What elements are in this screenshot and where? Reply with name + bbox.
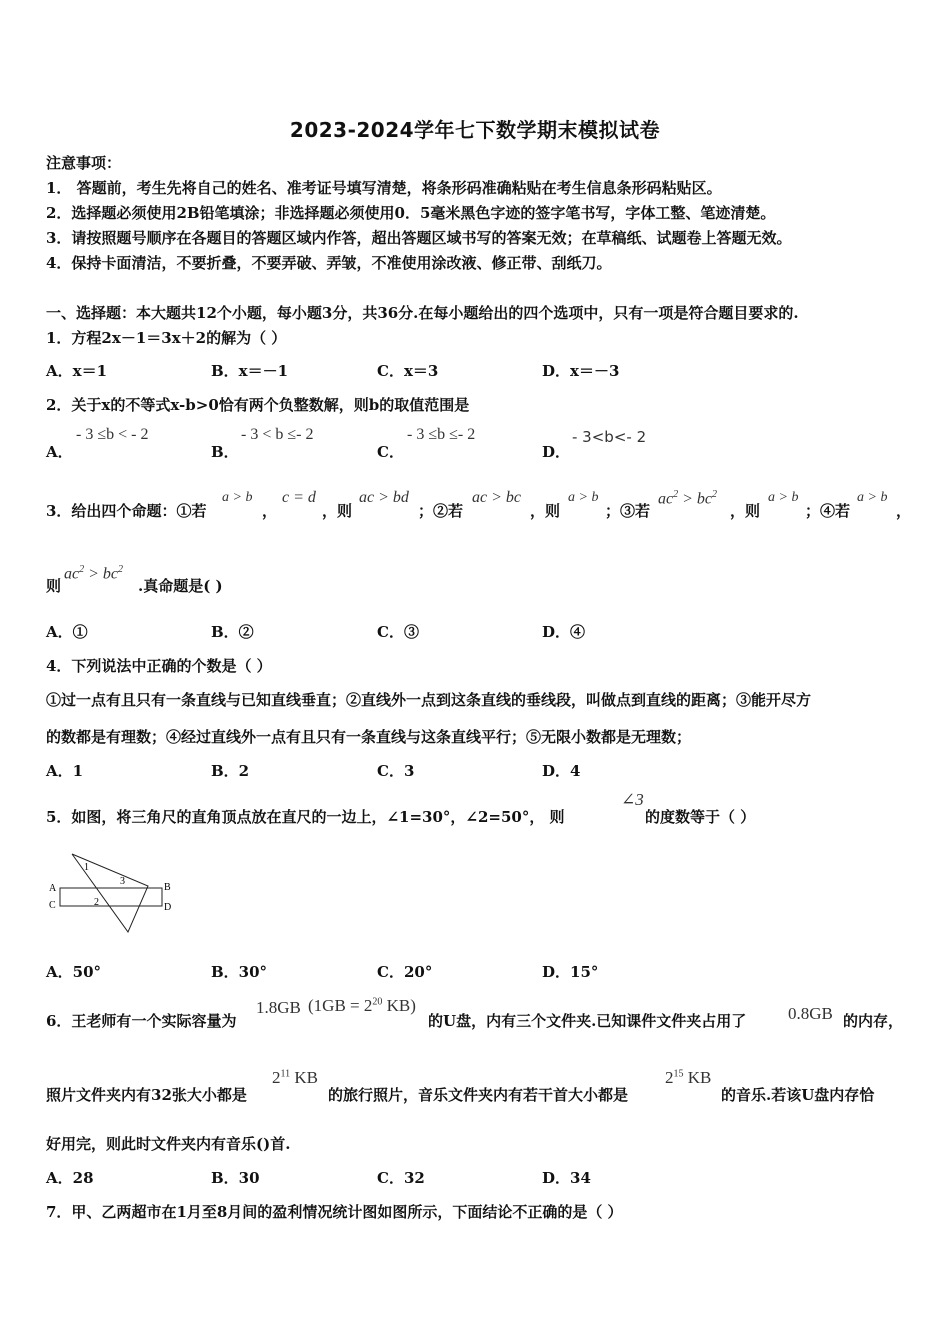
q3-text: ， <box>262 502 278 520</box>
q3-text: ；②若 <box>418 502 464 520</box>
question-7-stem: 7．甲、乙两超市在1月至8月间的盈利情况统计图如图所示，下面结论不正确的是（ ） <box>46 1203 623 1221</box>
q2-option-c: - 3 ≤b ≤- 2 <box>407 426 476 443</box>
q3-math: a > b <box>768 490 799 505</box>
angle-label-1: 1 <box>84 862 89 873</box>
q6-option-b: B．30 <box>211 1169 260 1187</box>
q3-text: ， <box>896 502 912 520</box>
notice-item: 2．选择题必须使用2B铅笔填涂；非选择题必须使用0．5毫米黑色字迹的签字笔书写，字体工整、笔迹清楚。 <box>46 204 776 222</box>
q3-math: a > b <box>568 490 599 505</box>
q4-option-b: B．2 <box>211 762 250 780</box>
q5-text: 的度数等于（ ） <box>645 808 756 826</box>
q6-text: 好用完，则此时文件夹内有音乐()首. <box>46 1135 291 1153</box>
q6-text: 的U盘，内有三个文件夹.已知课件文件夹占用了 <box>428 1012 747 1030</box>
q5-option-c: C．20° <box>377 963 433 981</box>
q4-statements: ①过一点有且只有一条直线与已知直线垂直；②直线外一点到这条直线的垂线段，叫做点到直线的距离；③能开尽方 <box>46 691 812 709</box>
q6-option-a: A．28 <box>46 1169 94 1187</box>
q4-option-c: C．3 <box>377 762 415 780</box>
ruler-shape <box>60 888 162 906</box>
q3-math: ac > bd <box>359 489 409 506</box>
q3-option-b: B．② <box>211 623 254 641</box>
q3-text: 则 <box>46 577 62 595</box>
q3-text: ，则 <box>530 502 561 520</box>
q3-math: c = d <box>282 489 316 506</box>
notice-item: 3．请按照题号顺序在各题目的答题区域内作答，超出答题区域书写的答案无效；在草稿纸、试题卷上答题无效。 <box>46 229 792 247</box>
q6-text: 的旅行照片，音乐文件夹内有若干首大小都是 <box>328 1086 629 1104</box>
label-b: B <box>164 882 171 893</box>
q2-option-b-label: B． <box>211 443 239 461</box>
q4-option-a: A．1 <box>46 762 84 780</box>
question-5-stem: 5．如图，将三角尺的直角顶点放在直尺的一边上，∠1=30°，∠2=50°， 则 <box>46 808 565 826</box>
q2-option-b: - 3 < b ≤- 2 <box>241 426 314 443</box>
notice-heading: 注意事项： <box>46 154 122 172</box>
q3-option-c: C．③ <box>377 623 419 641</box>
q6-text: 的内存， <box>843 1012 904 1030</box>
question-6-stem: 6．王老师有一个实际容量为 <box>46 1012 237 1030</box>
question-3-stem: 3．给出四个命题：①若 <box>46 502 207 520</box>
q4-statements: 的数都是有理数；④经过直线外一点有且只有一条直线与这条直线平行；⑤无限小数都是无理数； <box>46 728 692 746</box>
q6-option-d: D．34 <box>542 1169 591 1187</box>
q3-math: ac > bc <box>472 489 521 506</box>
q5-option-d: D．15° <box>542 963 599 981</box>
label-d: D <box>164 902 172 913</box>
q4-option-d: D．4 <box>542 762 581 780</box>
question-4-stem: 4．下列说法中正确的个数是（ ） <box>46 657 272 675</box>
notice-item: 1． 答题前，考生先将自己的姓名、准考证号填写清楚，将条形码准确粘贴在考生信息条形码粘贴区。 <box>46 179 722 197</box>
q3-text: ，则 <box>322 502 353 520</box>
question-2-stem: 2．关于x的不等式x-b>0恰有两个负整数解，则b的取值范围是 <box>46 396 470 414</box>
q1-option-a: A．x＝1 <box>46 362 108 380</box>
q2-option-a-label: A． <box>46 443 73 461</box>
q1-option-b: B．x＝－1 <box>211 362 289 380</box>
q3-option-a: A．① <box>46 623 88 641</box>
q5-option-a: A．50° <box>46 963 102 981</box>
q2-option-c-label: C． <box>377 443 404 461</box>
q5-figure <box>44 848 184 938</box>
angle-label-3: 3 <box>120 876 125 887</box>
q1-option-c: C．x＝3 <box>377 362 439 380</box>
label-a: A <box>49 883 57 894</box>
question-1-stem: 1．方程2x－1＝3x＋2的解为（ ） <box>46 329 287 347</box>
q6-text: 的音乐.若该U盘内存恰 <box>721 1086 875 1104</box>
section-heading: 一、选择题：本大题共12个小题，每小题3分，共36分.在每小题给出的四个选项中，只有一项是符合题目要求的. <box>46 304 799 322</box>
q2-option-d-label: D． <box>542 443 571 461</box>
page-title: 2023-2024学年七下数学期末模拟试卷 <box>289 118 661 142</box>
q3-math: $ac^2 > bc^2$ <box>658 489 718 508</box>
q6-text: 照片文件夹内有32张大小都是 <box>46 1086 247 1104</box>
q3-math: $ac^2 > bc^2$ <box>64 564 124 583</box>
q6-photo-size: $2^{11}$ KB <box>272 1068 319 1087</box>
q6-capacity: 1.8GB <box>256 998 301 1017</box>
q6-capacity-conversion: ($1GB = 2^{20}$ KB) <box>308 996 416 1015</box>
q3-text: ；④若 <box>805 502 851 520</box>
q2-option-d: - 3<b<- 2 <box>572 428 647 446</box>
q5-option-b: B．30° <box>211 963 268 981</box>
q6-used: 0.8GB <box>788 1004 833 1023</box>
q2-option-a: - 3 ≤b < - 2 <box>76 426 149 443</box>
q3-text: ；③若 <box>605 502 651 520</box>
notice-item: 4．保持卡面清洁，不要折叠，不要弄破、弄皱，不准使用涂改液、修正带、刮纸刀。 <box>46 254 612 272</box>
q5-angle-3: ∠3 <box>621 790 644 809</box>
q3-text: ，则 <box>730 502 761 520</box>
q3-text: .真命题是( ) <box>138 577 223 595</box>
q6-music-size: $2^{15}$ KB <box>665 1068 712 1087</box>
q3-math: a > b <box>857 490 888 505</box>
angle-label-2: 2 <box>94 897 99 908</box>
label-c: C <box>49 900 56 911</box>
q3-math: a > b <box>222 490 253 505</box>
q3-option-d: D．④ <box>542 623 586 641</box>
q6-option-c: C．32 <box>377 1169 425 1187</box>
q1-option-d: D．x＝－3 <box>542 362 620 380</box>
